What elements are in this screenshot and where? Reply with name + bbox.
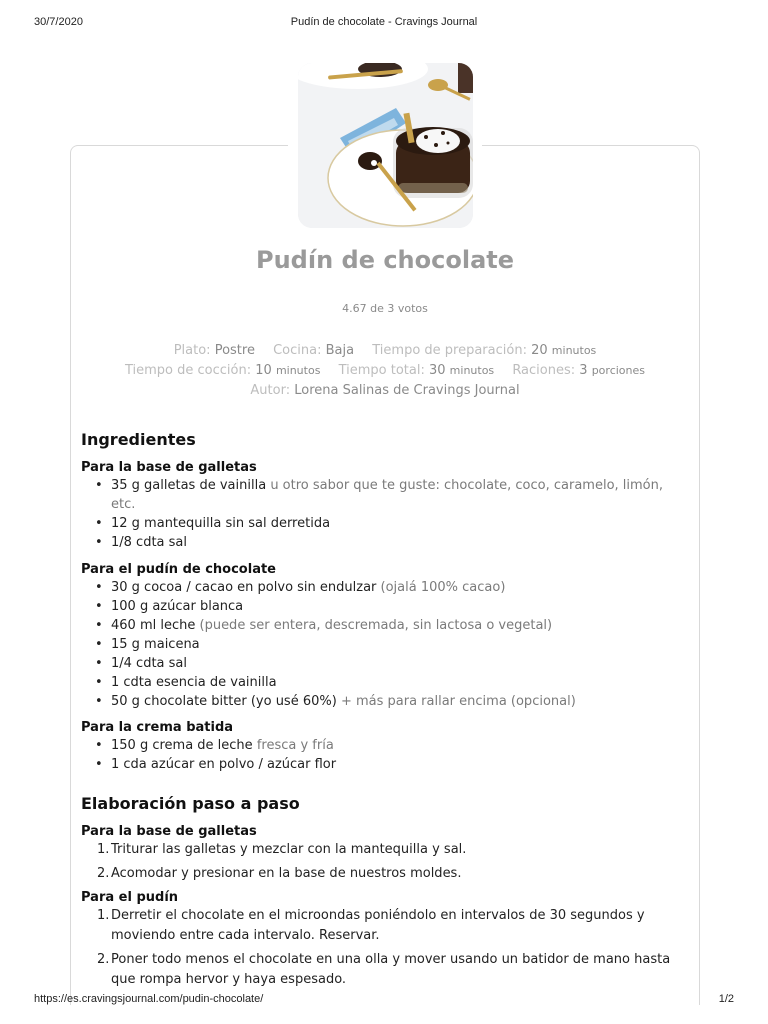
meta-row-2	[70, 363, 700, 378]
instruction-group-title: Para la base de galletas	[81, 824, 257, 839]
ingredient-item: • 100 g azúcar blanca	[81, 597, 691, 616]
print-title: Pudín de chocolate - Cravings Journal	[290, 16, 478, 28]
ingredient-list	[81, 736, 691, 774]
instruction-list	[81, 906, 691, 990]
print-url: https://es.cravingsjournal.com/pudin-chocolate/	[34, 993, 264, 1005]
rating-text: 4.67 de 3 votos	[342, 302, 428, 315]
recipe-content	[81, 430, 691, 994]
ingredient-item: • 1/8 cdta sal	[81, 533, 691, 552]
meta-row-3	[70, 383, 700, 398]
meta-total-time: Tiempo total: 30 minutos	[338, 363, 495, 378]
meta-cocina: Cocina: Baja	[273, 343, 355, 358]
print-page-number: 1/2	[718, 993, 734, 1005]
print-footer	[0, 993, 768, 1009]
ingredient-list	[81, 476, 691, 552]
instruction-list	[81, 840, 691, 884]
instruction-step: 2. Acomodar y presionar en la base de nuestros moldes.	[97, 866, 462, 881]
ingredient-group-title: Para el pudín de chocolate	[81, 562, 276, 577]
meta-plato: Plato: Postre	[173, 343, 255, 358]
meta-cook-time: Tiempo de cocción: 10 minutos	[124, 363, 321, 378]
ingredient-item: • 1 cdta esencia de vainilla	[81, 673, 691, 692]
instruction-step: 2. Poner todo menos el chocolate en una olla y mover usando un batidor de mano hasta que rompa hervor y haya espesado.	[97, 952, 671, 987]
meta-prep-time: Tiempo de preparación: 20 minutos	[372, 343, 597, 358]
ingredient-item: • 460 ml leche (puede ser entera, descremada, sin lactosa o vegetal)	[81, 616, 691, 635]
ingredient-item: • 15 g maicena	[81, 635, 691, 654]
ingredient-item: • 1 cda azúcar en polvo / azúcar flor	[81, 755, 691, 774]
print-date: 30/7/2020	[34, 16, 83, 28]
ingredients-heading: Ingredientes	[81, 430, 196, 449]
meta-author: Autor: Lorena Salinas de Cravings Journal	[250, 383, 520, 398]
meta-servings: Raciones: 3 porciones	[512, 363, 646, 378]
ingredient-item: • 35 g galletas de vainilla u otro sabor que te guste: chocolate, coco, caramelo, limón, etc.	[81, 476, 691, 514]
ingredient-list	[81, 578, 691, 711]
ingredient-item: • 50 g chocolate bitter (yo usé 60%) + más para rallar encima (opcional)	[81, 692, 691, 711]
print-header	[0, 16, 768, 32]
instruction-group-title: Para el pudín	[81, 890, 179, 905]
instructions-heading: Elaboración paso a paso	[81, 794, 300, 813]
ingredient-item: • 12 g mantequilla sin sal derretida	[81, 514, 691, 533]
ingredient-item: • 30 g cocoa / cacao en polvo sin endulzar (ojalá 100% cacao)	[81, 578, 691, 597]
instruction-step: 1. Triturar las galletas y mezclar con la mantequilla y sal.	[97, 842, 467, 857]
ingredient-group-title: Para la base de galletas	[81, 460, 257, 475]
ingredient-item: • 150 g crema de leche fresca y fría	[81, 736, 691, 755]
instruction-step: 1. Derretir el chocolate en el microondas poniéndolo en intervalos de 30 segundos y moviendo entre cada intervalo. Reservar.	[97, 908, 645, 943]
recipe-title: Pudín de chocolate	[255, 246, 515, 274]
ingredient-group-title: Para la crema batida	[81, 720, 234, 735]
ingredient-item: • 1/4 cdta sal	[81, 654, 691, 673]
recipe-photo	[298, 63, 473, 228]
meta-row-1	[70, 343, 700, 358]
